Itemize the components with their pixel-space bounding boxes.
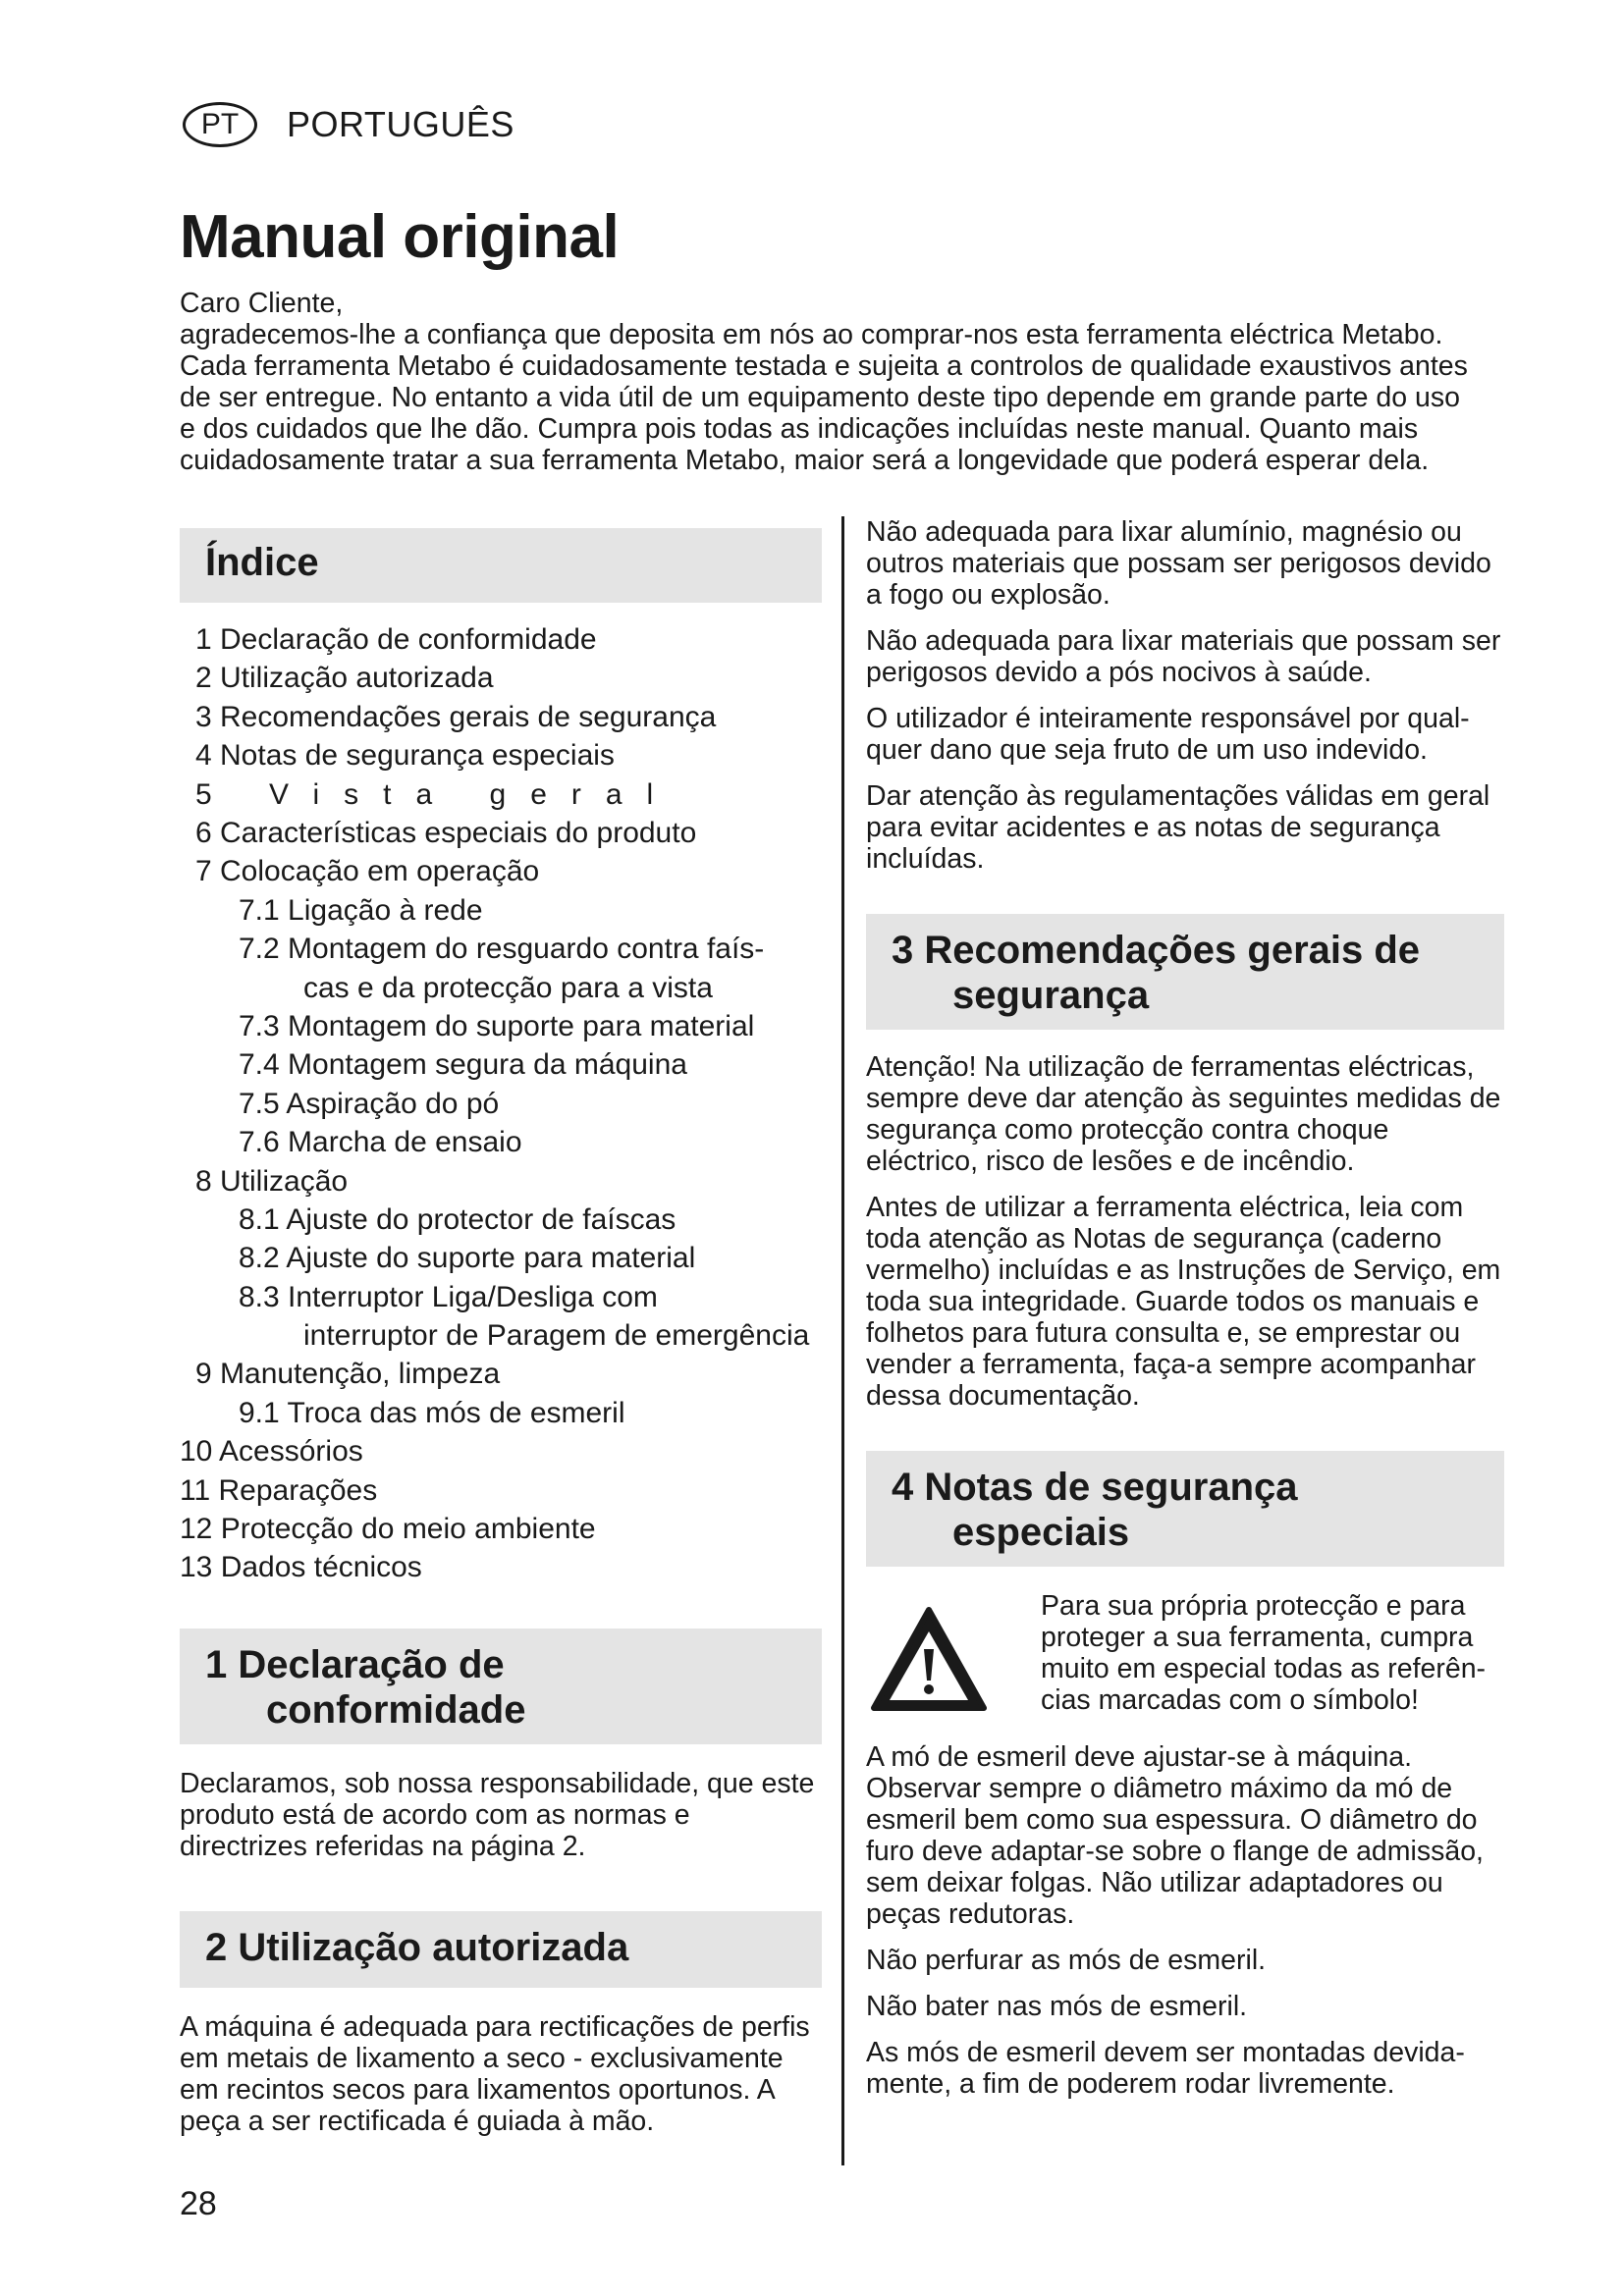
toc-item[interactable]: 4 Notas de segurança especiais — [195, 739, 615, 773]
section-3-heading-line: segurança — [952, 974, 1150, 1017]
toc-item[interactable]: 1 Declaração de conformidade — [195, 623, 597, 656]
section-1-heading — [180, 1629, 822, 1744]
right-column — [866, 516, 1504, 2114]
intro-line: agradecemos-lhe a confiança que deposita em nós ao comprar-nos esta ferramenta eléctrica Metabo. — [180, 319, 1443, 350]
column-divider — [841, 516, 844, 2165]
toc-item-line: 7.2 Montagem do resguardo contra faís- — [239, 933, 765, 966]
section-4-text: Não bater nas mós de esmeril. — [866, 1991, 1248, 2022]
warning-notice — [866, 1590, 1504, 1716]
intro-line: cuidadosamente tratar a sua ferramenta Metabo, maior será a longevidade que poderá esperar dela. — [180, 445, 1430, 476]
section-1-heading-line: 1 Declaração de — [205, 1642, 505, 1686]
toc-item[interactable]: 3 Recomendações gerais de segurança — [195, 700, 717, 733]
toc-item[interactable]: 6 Características especiais do produto — [195, 816, 697, 849]
section-4-text: Não perfurar as mós de esmeril. — [866, 1945, 1267, 1976]
toc-item[interactable]: 8 Utilização — [195, 1164, 349, 1198]
usage-paragraph: Não adequada para lixar alumínio, magnésio ou outros materiais que possam ser perigosos devido a fogo ou explosão. — [866, 516, 1491, 611]
section-4-heading — [866, 1451, 1504, 1567]
toc-item-line: cas e da protecção para a vista — [303, 971, 713, 1004]
toc-item[interactable]: 8.2 Ajuste do suporte para material — [239, 1242, 696, 1275]
toc-item[interactable]: 9.1 Troca das mós de esmeril — [239, 1396, 625, 1429]
section-4-text: A mó de esmeril deve ajustar-se à máquina. Observar sempre o diâmetro máximo da mó de esmeril bem como sua espessura. O diâmetro do furo deve adaptar-se sobre o flange de admissão, sem deixar folgas. Não utilizar adaptadores ou peças redutoras. — [866, 1741, 1484, 1930]
intro-line: Cada ferramenta Metabo é cuidadosamente testada e sujeita a controlos de qualidade exaustivos antes — [180, 350, 1468, 382]
section-3-heading — [866, 914, 1504, 1030]
toc-item[interactable]: 9 Manutenção, limpeza — [195, 1358, 501, 1391]
intro-line: e dos cuidados que lhe dão. Cumpra pois todas as indicações incluídas neste manual. Quanto mais — [180, 413, 1419, 445]
toc-heading — [180, 528, 822, 603]
section-3-heading-line: 3 Recomendações gerais de — [892, 929, 1421, 972]
intro-line: de ser entregue. No entanto a vida útil de um equipamento deste tipo depende em grande parte do uso — [180, 382, 1460, 413]
toc-item[interactable]: 10 Acessórios — [180, 1435, 363, 1468]
usage-paragraph: Não adequada para lixar materiais que possam ser perigosos devido a pós nocivos à saúde. — [866, 625, 1501, 688]
document-title: Manual original — [180, 203, 620, 271]
section-1-text: Declaramos, sob nossa responsabilidade, que este produto está de acordo com as normas e directrizes referidas na página 2. — [180, 1767, 815, 1862]
language-header — [183, 102, 514, 147]
section-4-heading-line: especiais — [952, 1511, 1130, 1554]
toc-item[interactable]: 11 Reparações — [180, 1473, 378, 1507]
usage-paragraph: O utilizador é inteiramente responsável por qual-quer dano que seja fruto de um uso indevido. — [866, 703, 1470, 766]
intro-paragraph — [180, 288, 1495, 476]
table-of-contents — [180, 620, 822, 1587]
toc-item-line: interruptor de Paragem de emergência — [303, 1319, 810, 1353]
section-4-text: As mós de esmeril devem ser montadas devida-mente, a fim de poderem rodar livremente. — [866, 2037, 1465, 2100]
toc-item[interactable]: 7.4 Montagem segura da máquina — [239, 1048, 687, 1082]
section-3-text: Antes de utilizar a ferramenta eléctrica, leia com toda atenção as Notas de segurança (caderno vermelho) incluídas e as Instruções de Serviço, em toda sua integridade. Guarde todos os manuais e folhetos para futura consulta e, se emprestar ou vender a ferramenta, faça-a sempre acompanhar dessa documentação. — [866, 1192, 1501, 1412]
toc-item[interactable]: 7.6 Marcha de ensaio — [239, 1126, 522, 1159]
toc-item[interactable]: 13 Dados técnicos — [180, 1551, 422, 1584]
toc-item[interactable]: 2 Utilização autorizada — [195, 662, 494, 695]
toc-item-line: 8.3 Interruptor Liga/Desliga com — [239, 1280, 658, 1313]
warning-triangle-icon — [870, 1606, 988, 1714]
toc-item[interactable]: 8.1 Ajuste do protector de faíscas — [239, 1202, 677, 1236]
toc-item[interactable]: 5 Vista geral — [195, 777, 678, 811]
section-2-heading-text: 2 Utilização autorizada — [205, 1925, 629, 1969]
page-number: 28 — [180, 2185, 217, 2222]
section-1-heading-line: conformidade — [266, 1687, 526, 1732]
section-4-heading-line: 4 Notas de segurança — [892, 1466, 1298, 1509]
toc-item[interactable]: 12 Protecção do meio ambiente — [180, 1513, 596, 1546]
toc-heading-text: Índice — [205, 541, 319, 584]
usage-paragraph: Dar atenção às regulamentações válidas em geral para evitar acidentes e as notas de segurança incluídas. — [866, 780, 1490, 875]
section-2-text: A máquina é adequada para rectificações de perfis em metais de lixamento a seco - exclusivamente em recintos secos para lixamentos oportunos. A peça a ser rectificada é guiada à mão. — [180, 2010, 810, 2137]
intro-greeting: Caro Cliente, — [180, 288, 344, 319]
toc-item[interactable]: 7 Colocação em operação — [195, 855, 540, 888]
toc-item[interactable]: 7.3 Montagem do suporte para material — [239, 1009, 755, 1042]
section-3-text: Atenção! Na utilização de ferramentas eléctricas, sempre deve dar atenção às seguintes medidas de segurança como protecção contra choque eléctrico, risco de lesões e de incêndio. — [866, 1051, 1501, 1177]
language-code-badge: PT — [183, 102, 257, 147]
toc-item[interactable] — [180, 1278, 822, 1356]
warning-text: Para sua própria protecção e para proteger a sua ferramenta, cumpra muito em especial todas as referên-cias marcadas com o símbolo! — [1041, 1590, 1487, 1716]
toc-item[interactable]: 7.1 Ligação à rede — [239, 893, 483, 927]
toc-item[interactable] — [180, 930, 822, 1007]
language-label: PORTUGUÊS — [287, 104, 514, 144]
toc-item[interactable]: 7.5 Aspiração do pó — [239, 1087, 500, 1120]
left-column — [180, 528, 822, 2152]
section-2-heading — [180, 1911, 822, 1988]
